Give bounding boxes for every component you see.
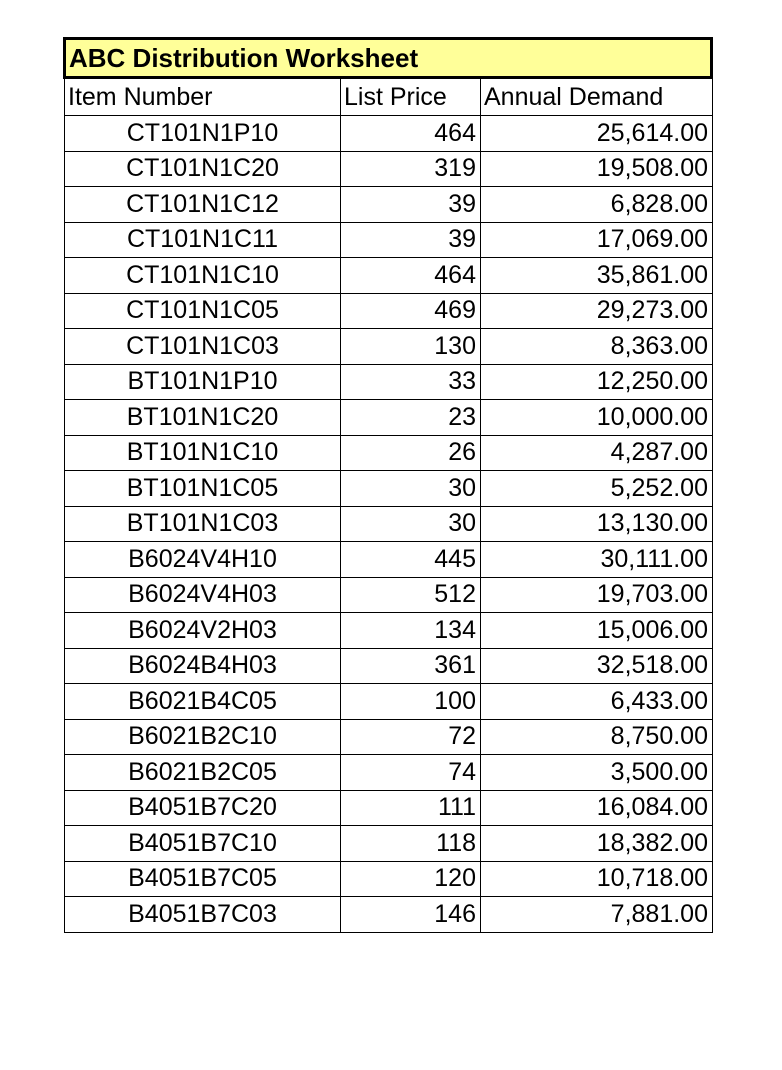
annual-demand-cell[interactable]: 30,111.00 bbox=[481, 542, 713, 578]
item-number-cell[interactable]: B4051B7C05 bbox=[65, 861, 341, 897]
table-row bbox=[65, 542, 713, 578]
item-number-cell[interactable]: CT101N1C05 bbox=[65, 293, 341, 329]
item-number-cell[interactable]: BT101N1C03 bbox=[65, 506, 341, 542]
header-item-number[interactable]: Item Number bbox=[65, 79, 341, 116]
item-number-cell[interactable]: CT101N1C11 bbox=[65, 222, 341, 258]
list-price-cell[interactable]: 134 bbox=[341, 613, 481, 649]
annual-demand-cell[interactable]: 7,881.00 bbox=[481, 897, 713, 933]
item-number-cell[interactable]: CT101N1C12 bbox=[65, 187, 341, 223]
annual-demand-cell[interactable]: 13,130.00 bbox=[481, 506, 713, 542]
table-row bbox=[65, 719, 713, 755]
table-row bbox=[65, 826, 713, 862]
list-price-cell[interactable]: 30 bbox=[341, 506, 481, 542]
annual-demand-cell[interactable]: 15,006.00 bbox=[481, 613, 713, 649]
item-number-cell[interactable]: B6024B4H03 bbox=[65, 648, 341, 684]
table-row bbox=[65, 755, 713, 791]
table-row bbox=[65, 506, 713, 542]
annual-demand-cell[interactable]: 25,614.00 bbox=[481, 116, 713, 152]
annual-demand-cell[interactable]: 32,518.00 bbox=[481, 648, 713, 684]
annual-demand-cell[interactable]: 35,861.00 bbox=[481, 258, 713, 294]
annual-demand-cell[interactable]: 4,287.00 bbox=[481, 435, 713, 471]
list-price-cell[interactable]: 72 bbox=[341, 719, 481, 755]
table-row bbox=[65, 187, 713, 223]
annual-demand-cell[interactable]: 16,084.00 bbox=[481, 790, 713, 826]
item-number-cell[interactable]: B4051B7C10 bbox=[65, 826, 341, 862]
list-price-cell[interactable]: 464 bbox=[341, 116, 481, 152]
header-list-price[interactable]: List Price bbox=[341, 79, 481, 116]
list-price-cell[interactable]: 39 bbox=[341, 187, 481, 223]
annual-demand-cell[interactable]: 5,252.00 bbox=[481, 471, 713, 507]
annual-demand-cell[interactable]: 8,363.00 bbox=[481, 329, 713, 365]
item-number-cell[interactable]: CT101N1C20 bbox=[65, 151, 341, 187]
table-row bbox=[65, 222, 713, 258]
table-row bbox=[65, 471, 713, 507]
list-price-cell[interactable]: 146 bbox=[341, 897, 481, 933]
item-number-cell[interactable]: B6021B2C05 bbox=[65, 755, 341, 791]
table-row bbox=[65, 648, 713, 684]
table-row bbox=[65, 577, 713, 613]
item-number-cell[interactable]: B6021B2C10 bbox=[65, 719, 341, 755]
item-number-cell[interactable]: B6024V2H03 bbox=[65, 613, 341, 649]
list-price-cell[interactable]: 33 bbox=[341, 364, 481, 400]
list-price-cell[interactable]: 74 bbox=[341, 755, 481, 791]
annual-demand-cell[interactable]: 10,718.00 bbox=[481, 861, 713, 897]
table-row bbox=[65, 329, 713, 365]
table-row bbox=[65, 258, 713, 294]
table-row bbox=[65, 364, 713, 400]
list-price-cell[interactable]: 111 bbox=[341, 790, 481, 826]
annual-demand-cell[interactable]: 8,750.00 bbox=[481, 719, 713, 755]
list-price-cell[interactable]: 130 bbox=[341, 329, 481, 365]
list-price-cell[interactable]: 120 bbox=[341, 861, 481, 897]
item-number-cell[interactable]: BT101N1C10 bbox=[65, 435, 341, 471]
item-number-cell[interactable]: B6024V4H03 bbox=[65, 577, 341, 613]
annual-demand-cell[interactable]: 12,250.00 bbox=[481, 364, 713, 400]
list-price-cell[interactable]: 469 bbox=[341, 293, 481, 329]
table-body bbox=[65, 116, 713, 933]
list-price-cell[interactable]: 100 bbox=[341, 684, 481, 720]
worksheet bbox=[63, 37, 713, 933]
list-price-cell[interactable]: 445 bbox=[341, 542, 481, 578]
list-price-cell[interactable]: 464 bbox=[341, 258, 481, 294]
table-row bbox=[65, 613, 713, 649]
table-row bbox=[65, 790, 713, 826]
annual-demand-cell[interactable]: 6,828.00 bbox=[481, 187, 713, 223]
header-annual-demand[interactable]: Annual Demand bbox=[481, 79, 713, 116]
annual-demand-cell[interactable]: 17,069.00 bbox=[481, 222, 713, 258]
item-number-cell[interactable]: CT101N1C10 bbox=[65, 258, 341, 294]
item-number-cell[interactable]: B4051B7C03 bbox=[65, 897, 341, 933]
worksheet-title-cell[interactable]: ABC Distribution Worksheet bbox=[63, 37, 713, 79]
item-number-cell[interactable]: BT101N1C05 bbox=[65, 471, 341, 507]
list-price-cell[interactable]: 118 bbox=[341, 826, 481, 862]
table-row bbox=[65, 400, 713, 436]
table-row bbox=[65, 116, 713, 152]
item-number-cell[interactable]: B4051B7C20 bbox=[65, 790, 341, 826]
list-price-cell[interactable]: 361 bbox=[341, 648, 481, 684]
list-price-cell[interactable]: 319 bbox=[341, 151, 481, 187]
table-row bbox=[65, 151, 713, 187]
annual-demand-cell[interactable]: 19,703.00 bbox=[481, 577, 713, 613]
item-number-cell[interactable]: BT101N1P10 bbox=[65, 364, 341, 400]
item-number-cell[interactable]: B6021B4C05 bbox=[65, 684, 341, 720]
table-row bbox=[65, 897, 713, 933]
table-row bbox=[65, 861, 713, 897]
list-price-cell[interactable]: 23 bbox=[341, 400, 481, 436]
list-price-cell[interactable]: 30 bbox=[341, 471, 481, 507]
annual-demand-cell[interactable]: 18,382.00 bbox=[481, 826, 713, 862]
item-number-cell[interactable]: CT101N1P10 bbox=[65, 116, 341, 152]
header-row bbox=[65, 79, 713, 116]
annual-demand-cell[interactable]: 19,508.00 bbox=[481, 151, 713, 187]
annual-demand-cell[interactable]: 10,000.00 bbox=[481, 400, 713, 436]
table-row bbox=[65, 293, 713, 329]
list-price-cell[interactable]: 26 bbox=[341, 435, 481, 471]
annual-demand-cell[interactable]: 29,273.00 bbox=[481, 293, 713, 329]
table-row bbox=[65, 684, 713, 720]
list-price-cell[interactable]: 39 bbox=[341, 222, 481, 258]
item-number-cell[interactable]: BT101N1C20 bbox=[65, 400, 341, 436]
table-row bbox=[65, 435, 713, 471]
list-price-cell[interactable]: 512 bbox=[341, 577, 481, 613]
item-number-cell[interactable]: CT101N1C03 bbox=[65, 329, 341, 365]
item-number-cell[interactable]: B6024V4H10 bbox=[65, 542, 341, 578]
annual-demand-cell[interactable]: 6,433.00 bbox=[481, 684, 713, 720]
worksheet-table bbox=[64, 78, 713, 933]
annual-demand-cell[interactable]: 3,500.00 bbox=[481, 755, 713, 791]
